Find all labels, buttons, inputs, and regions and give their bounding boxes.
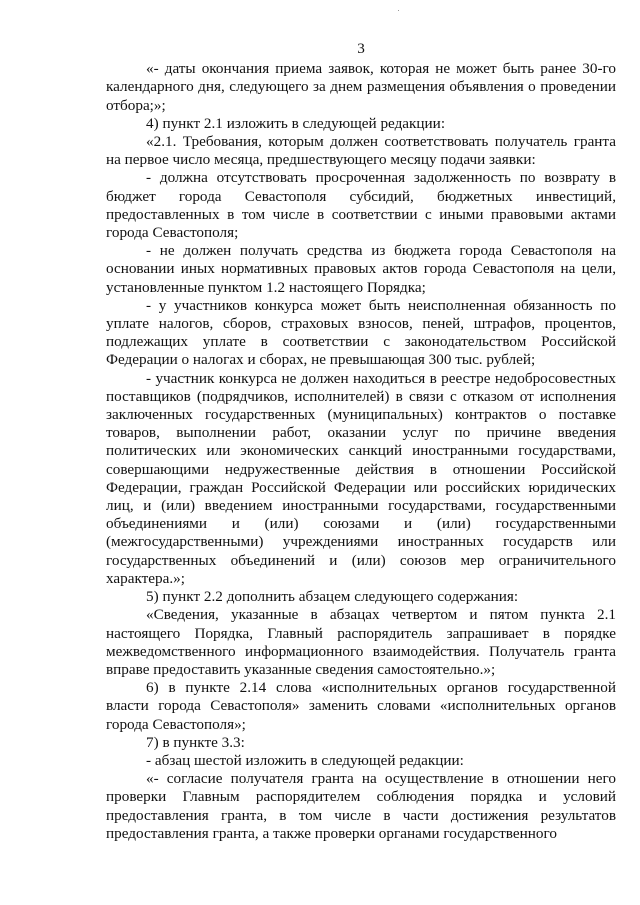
paragraph-item-4: 4) пункт 2.1 изложить в следующей редакции: [146,114,446,132]
paragraph-information: «Сведения, указанные в абзацах четвертом и пятом пункта 2.1 настоящего Порядка, Главный распорядитель запрашивает в порядке межведомственного информационного взаимодействия. Получатель гранта вправе предоставить указанные сведения самостоятельно.»; [106,606,616,678]
paragraph-dates: «- даты окончания приема заявок, которая не может быть ранее 30-го календарного дня, следующего за днем размещения объявления о проведении отбора;»; [106,60,616,114]
document-page [106,40,616,843]
paragraph-consent: «- согласие получателя гранта на осуществление в отношении него проверки Главным распорядителем соблюдения порядка и условий предоставления гранта, в том числе в части достижения результатов предоставления гранта, а также проверки органами государственного [106,770,616,842]
paragraph-sixth-abzac: - абзац шестой изложить в следующей редакции: [146,751,464,769]
scan-speck [398,10,399,11]
paragraph-requirements-2-1: «2.1. Требования, которым должен соответствовать получатель гранта на первое число месяца, предшествующего месяцу подачи заявки: [106,133,616,169]
paragraph-item-6: 6) в пункте 2.14 слова «исполнительных органов государственной власти города Севастополя» заменить словами «исполнительных органов города Севастополя»; [106,679,616,733]
paragraph-item-7: 7) в пункте 3.3: [146,733,245,751]
paragraph-taxes: - у участников конкурса может быть неисполненная обязанность по уплате налогов, сборов, страховых взносов, пеней, штрафов, процентов, подлежащих уплате в соответствии с законодательством Российской Федерации о налогах и сборах, не превышающая 300 тыс. рублей; [106,296,616,369]
paragraph-budget-funds: - не должен получать средства из бюджета города Севастополя на основании иных нормативных правовых актов города Севастополя на цели, установленные пунктом 1.2 настоящего Порядка; [106,242,616,296]
paragraph-debt: - должна отсутствовать просроченная задолженность по возврату в бюджет города Севастополя субсидий, бюджетных инвестиций, предоставленных в том числе в соответствии с иными правовыми актами города Севастополя; [106,169,616,242]
paragraph-registry: - участник конкурса не должен находиться в реестре недобросовестных поставщиков (подрядчиков, исполнителей) в связи с отказом от исполнения заключенных государственных (муниципальных) контрактов о поставке товаров, выполнении работ, оказании услуг по причине введения политических или экономических санкций иностранными государствами, совершающими недружественные действия в отношении Российской Федерации, граждан Российской Федерации или российских юридических лиц, и (или) введением иностранными государствами, государственными объединениями и (или) союзами и (или) государственными (межгосударственными) учреждениями иностранных государств или государственных объединений и (или) союзов мер ограничительного характера.»; [106,369,616,587]
paragraph-item-5: 5) пункт 2.2 дополнить абзацем следующего содержания: [146,588,519,606]
page-number: 3 [357,40,365,57]
